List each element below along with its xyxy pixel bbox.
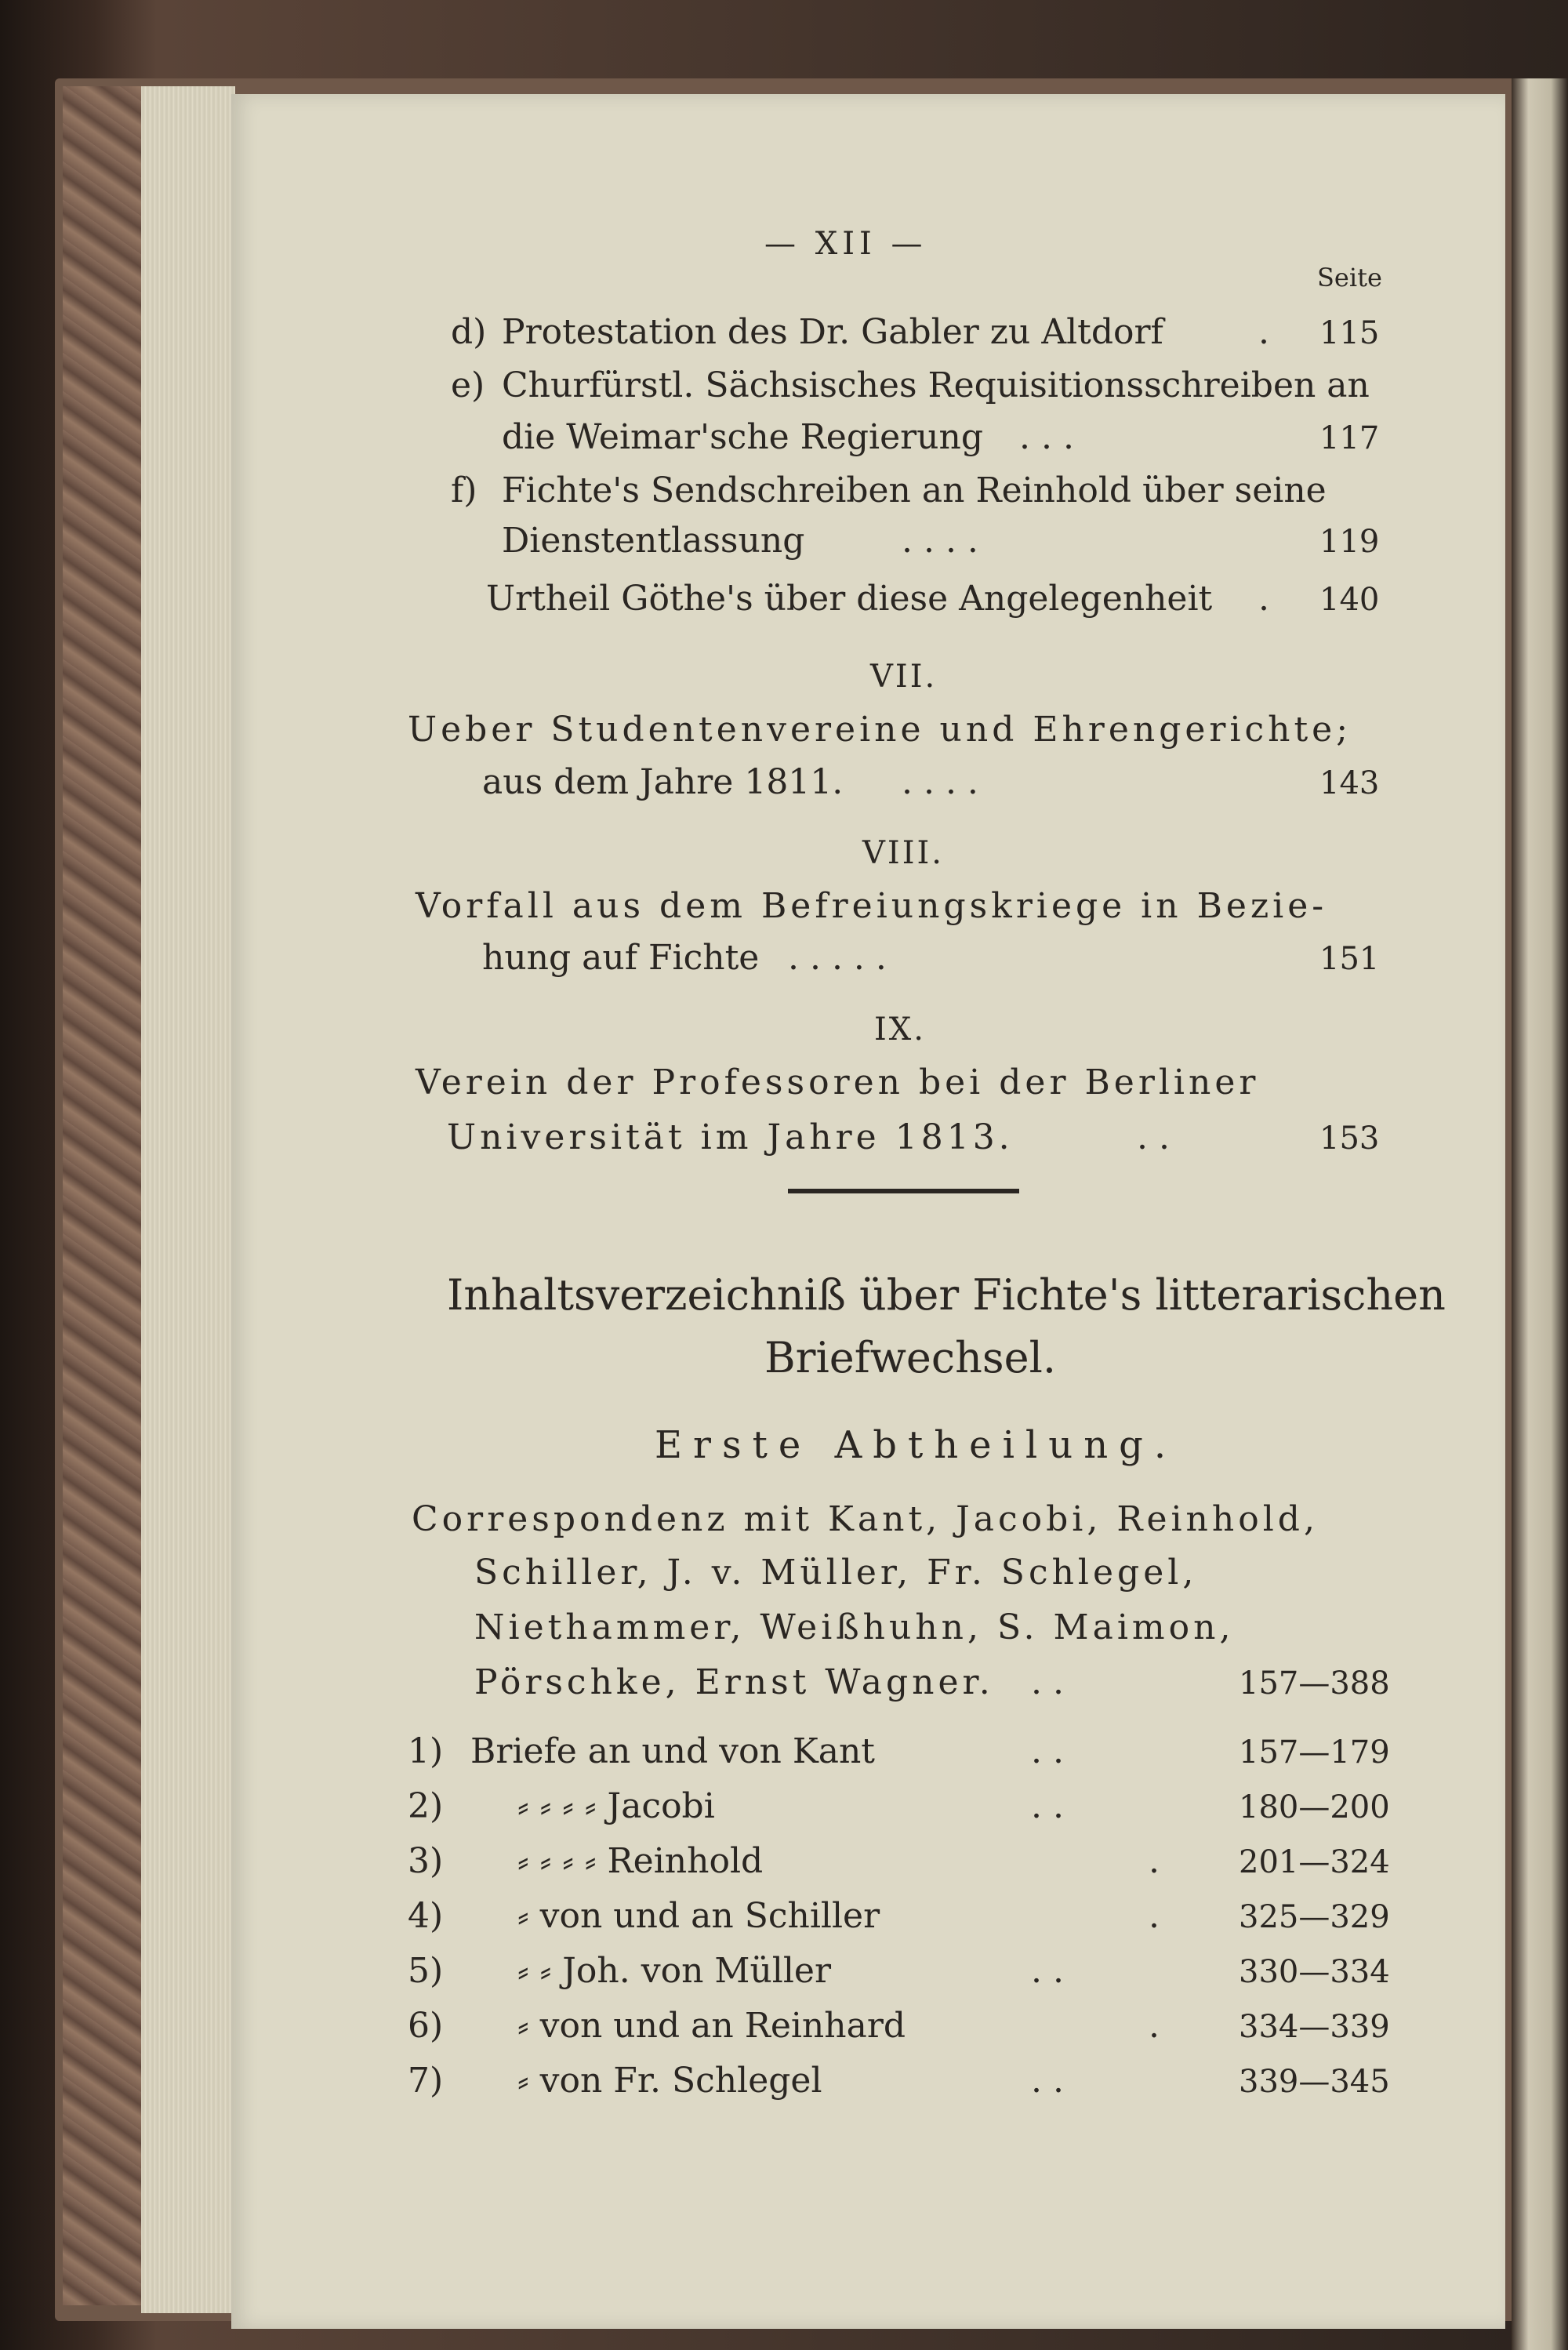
list-item-pages: 330—334 — [1239, 1954, 1390, 1990]
correspondence-line: Niethammer, Weißhuhn, S. Maimon, — [474, 1607, 1235, 1647]
entry-text: Dienstentlassung — [502, 521, 805, 561]
right-page-edge — [1512, 78, 1568, 2350]
section-numeral: IX. — [874, 1012, 926, 1048]
list-item-pages: 201—324 — [1239, 1844, 1390, 1880]
section-dots: . . . . . — [788, 938, 887, 978]
entry-page: 140 — [1319, 582, 1380, 618]
index-subtitle: Erste Abtheilung. — [655, 1423, 1178, 1467]
list-item-pages: 157—179 — [1239, 1734, 1390, 1771]
section-page: 151 — [1319, 941, 1380, 977]
section-dots: . . — [1137, 1117, 1170, 1157]
entry-dots: . . . . — [902, 521, 978, 561]
list-item-text: ⸗ ⸗ ⸗ ⸗ Jacobi — [517, 1786, 715, 1826]
list-item-text: ⸗ von Fr. Schlegel — [517, 2061, 822, 2101]
list-item-dots: . — [1149, 1841, 1160, 1881]
page-edges — [141, 86, 235, 2313]
correspondence-line: Pörschke, Ernst Wagner. — [474, 1662, 994, 1702]
entry-page: 115 — [1319, 315, 1380, 351]
entry-dots: . — [1258, 312, 1269, 352]
section-title-cont: hung auf Fichte — [482, 938, 760, 978]
list-item-text: ⸗ ⸗ Joh. von Müller — [517, 1951, 831, 1991]
section-page: 153 — [1319, 1121, 1380, 1157]
entry-page: 117 — [1319, 420, 1380, 456]
list-item-dots: . — [1149, 1896, 1160, 1936]
page-header: — XII — — [764, 226, 927, 262]
section-title: Vorfall aus dem Befreiungskriege in Bezie- — [416, 886, 1328, 926]
section-title-cont: aus dem Jahre 1811. — [482, 762, 844, 802]
section-page: 143 — [1319, 765, 1380, 801]
list-item-text: ⸗ von und an Schiller — [517, 1896, 880, 1936]
correspondence-line: Correspondenz mit Kant, Jacobi, Reinhold, — [412, 1499, 1319, 1539]
list-item-dots: . . — [1031, 2061, 1064, 2101]
list-item-pages: 339—345 — [1239, 2064, 1390, 2100]
correspondence-line: Schiller, J. v. Müller, Fr. Schlegel, — [474, 1553, 1198, 1593]
seite-label: Seite — [1317, 263, 1382, 292]
list-item-pages: 334—339 — [1239, 2009, 1390, 2045]
entry-label: e) — [451, 365, 485, 405]
entry-text: Urtheil Göthe's über diese Angelegenheit — [486, 579, 1213, 619]
list-item-number: 6) — [408, 2006, 444, 2046]
section-title-cont: Universität im Jahre 1813. — [447, 1117, 1014, 1157]
list-item-number: 7) — [408, 2061, 444, 2101]
section-numeral: VIII. — [862, 835, 945, 871]
index-title-cont: Briefwechsel. — [764, 1333, 1057, 1382]
entry-label: f) — [451, 470, 477, 510]
list-item-number: 3) — [408, 1841, 444, 1881]
section-title: Ueber Studentenvereine und Ehrengerichte; — [408, 710, 1352, 750]
entry-dots: . . . — [1019, 417, 1074, 457]
entry-text: Churfürstl. Sächsisches Requisitionsschreiben an — [502, 365, 1370, 405]
list-item-text: Briefe an und von Kant — [470, 1731, 875, 1771]
index-title: Inhaltsverzeichniß über Fichte's litterarischen — [447, 1270, 1446, 1320]
section-numeral: VII. — [870, 659, 938, 695]
list-item-dots: . . — [1031, 1731, 1064, 1771]
entry-dots: . — [1258, 579, 1269, 619]
correspondence-dots: . . — [1031, 1662, 1064, 1702]
section-dots: . . . . — [902, 762, 978, 802]
entry-text: Protestation des Dr. Gabler zu Altdorf — [502, 312, 1163, 352]
list-item-dots: . — [1149, 2006, 1160, 2046]
list-item-dots: . . — [1031, 1951, 1064, 1991]
entry-label: d) — [451, 312, 487, 352]
list-item-text: ⸗ von und an Reinhard — [517, 2006, 906, 2046]
section-divider — [788, 1189, 1019, 1193]
list-item-pages: 180—200 — [1239, 1789, 1390, 1825]
entry-text: Fichte's Sendschreiben an Reinhold über seine — [502, 470, 1327, 510]
list-item-number: 4) — [408, 1896, 444, 1936]
list-item-number: 1) — [408, 1731, 444, 1771]
list-item-dots: . . — [1031, 1786, 1064, 1826]
list-item-number: 2) — [408, 1786, 444, 1826]
list-item-number: 5) — [408, 1951, 444, 1991]
list-item-text: ⸗ ⸗ ⸗ ⸗ Reinhold — [517, 1841, 764, 1881]
correspondence-pages: 157—388 — [1239, 1665, 1390, 1702]
section-title: Verein der Professoren bei der Berliner — [416, 1062, 1260, 1102]
entry-page: 119 — [1319, 524, 1380, 560]
list-item-pages: 325—329 — [1239, 1899, 1390, 1935]
entry-text: die Weimar'sche Regierung — [502, 417, 984, 457]
